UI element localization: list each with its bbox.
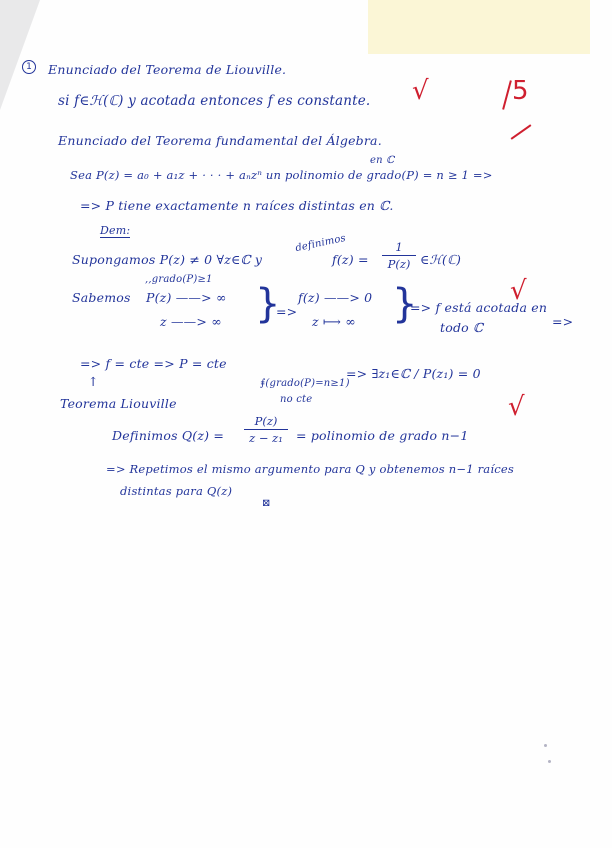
fundamental-line1: Sea P(z) = a₀ + a₁z + · · · + aₙzⁿ un polinomio de grado(P) = n ≥ 1 => [70, 168, 493, 182]
right-brace-2: } [392, 281, 418, 327]
f-fraction-numerator: 1 [395, 240, 403, 254]
limit-z-2: z ⟼ ∞ [312, 314, 356, 329]
arrow-up-icon: ↑ [88, 374, 99, 389]
liouville-statement: si f∈ℋ(ℂ) y acotada entonces f es constante. [58, 93, 371, 109]
definimos-insert: definimos [294, 232, 347, 255]
f-fraction-denominator: P(z) [387, 257, 411, 271]
checkmark-icon: √ [508, 392, 525, 422]
paper-speck [544, 744, 547, 747]
checkmark-icon: √ [510, 276, 527, 306]
fundamental-heading: Enunciado del Teorema fundamental del Álgebra. [58, 133, 382, 148]
q-fraction-denominator: z − z₁ [249, 431, 283, 445]
fraction-bar [382, 255, 416, 256]
repetimos-line1: => Repetimos el mismo argumento para Q y obtenemos n−1 raíces [106, 462, 514, 476]
limit-pz: P(z) ——> ∞ [146, 290, 227, 305]
f-bounded: => f está acotada en [410, 300, 548, 315]
implies-2: => [552, 314, 574, 329]
proof-label: Dem: [100, 224, 131, 237]
grade-tick-mark [511, 124, 532, 139]
page-fold-corner [0, 0, 40, 110]
f-fraction [382, 240, 416, 271]
suppose-line: Supongamos P(z) ≠ 0 ∀z∈ℂ y [72, 252, 263, 267]
en-c-insert: en ℂ [370, 155, 395, 166]
definimos-q: Definimos Q(z) = [112, 428, 225, 443]
repetimos-line2: distintas para Q(z) [120, 484, 233, 498]
grade-slash-mark [502, 80, 512, 109]
grado-note: ,,grado(P)≥1 [145, 274, 213, 285]
sabemos-label: Sabemos [72, 290, 131, 305]
teorema-liouville-label: Teorema Liouville [60, 396, 177, 411]
implies-1: => [276, 304, 298, 319]
grade-score: 5 [512, 76, 529, 106]
contradiction-note: ⨎(grado(P)=n≥1) [260, 378, 350, 389]
limit-fz: f(z) ——> 0 [298, 290, 373, 305]
exists-root: => ∃z₁∈ℂ / P(z₁) = 0 [346, 366, 481, 381]
f-definition: f(z) = [332, 252, 369, 267]
right-brace-1: } [255, 281, 281, 327]
question-number: 1 [22, 60, 36, 74]
f-holomorphic: ∈ℋ(ℂ) [420, 252, 462, 267]
paper-speck [548, 760, 551, 763]
fraction-bar [244, 429, 288, 430]
fundamental-line2: => P tiene exactamente n raíces distintas en ℂ. [80, 198, 394, 213]
checkmark-icon: √ [412, 76, 429, 106]
limit-z: z ——> ∞ [160, 314, 222, 329]
no-constante: no cte [280, 394, 313, 405]
sticky-note [368, 0, 590, 54]
f-bounded-cont: todo ℂ [440, 320, 484, 335]
end-of-proof-mark: ⊠ [262, 498, 271, 509]
f-constant-line: => f = cte => P = cte [80, 356, 227, 371]
q-fraction [244, 414, 288, 445]
q-fraction-numerator: P(z) [254, 414, 278, 428]
q-polynomial-degree: = polinomio de grado n−1 [296, 428, 469, 443]
liouville-heading: Enunciado del Teorema de Liouville. [48, 62, 287, 77]
